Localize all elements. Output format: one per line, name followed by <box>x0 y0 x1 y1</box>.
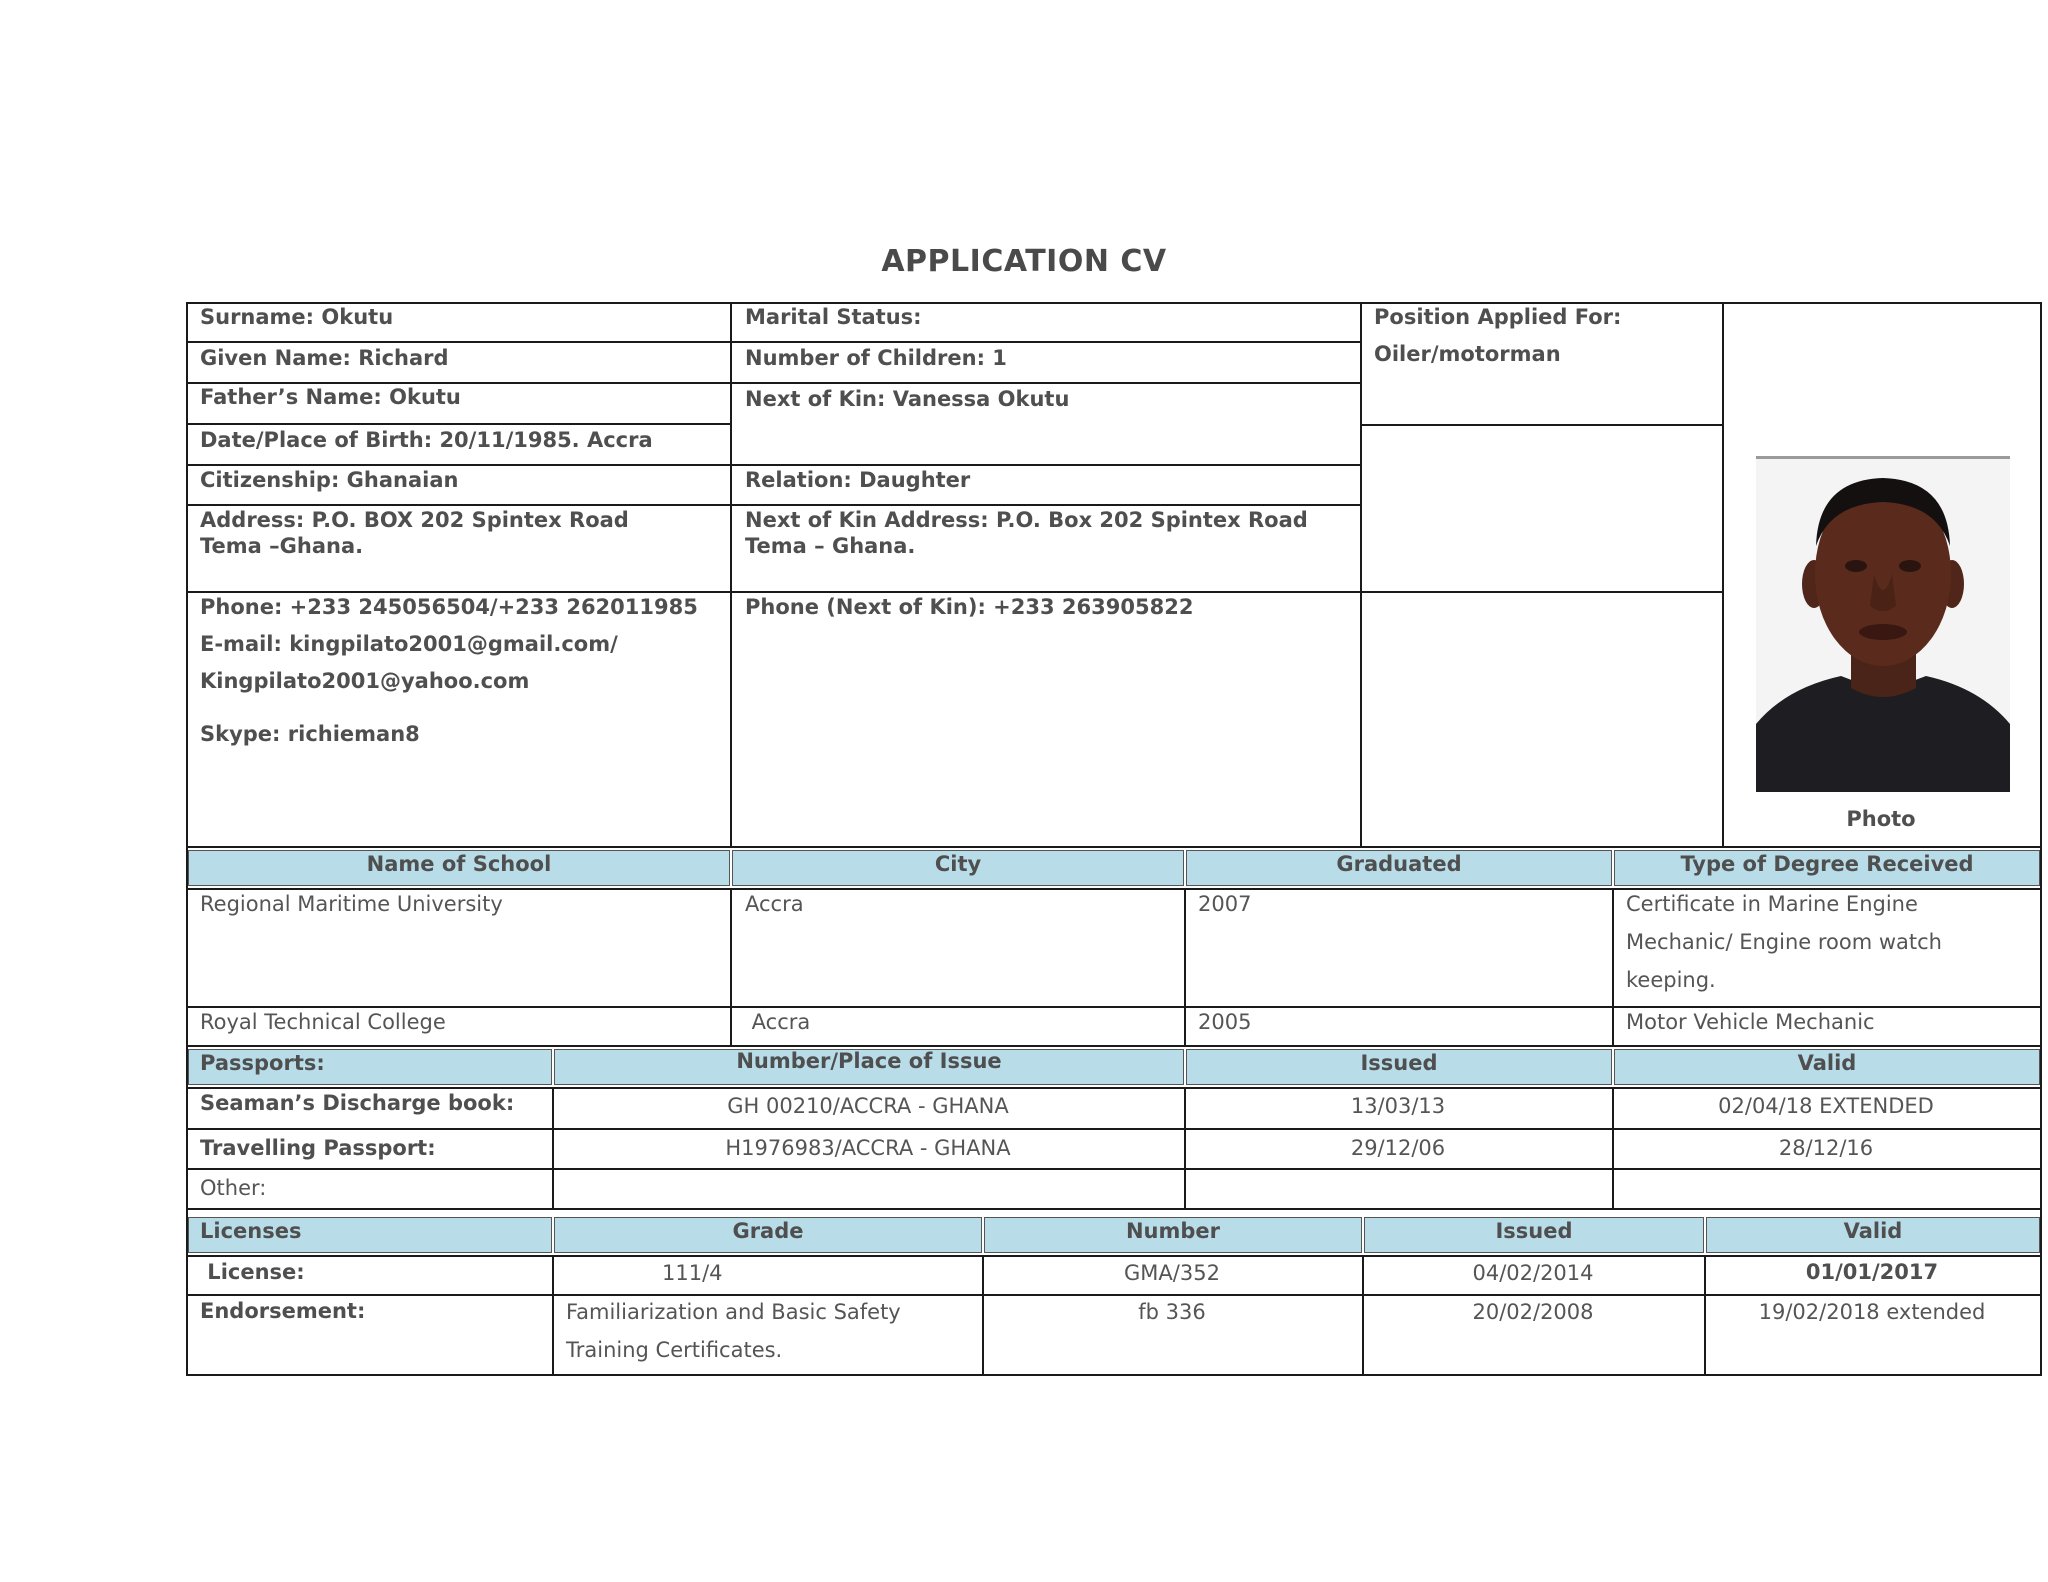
citizenship-field: Citizenship: Ghanaian <box>200 468 459 492</box>
address-line1: Address: P.O. BOX 202 Spintex Road <box>200 508 629 532</box>
license-issued: 20/02/2008 <box>1472 1300 1594 1324</box>
school-name: Regional Maritime University <box>200 892 503 916</box>
header-school: Name of School <box>366 852 552 876</box>
fathers-name-field: Father’s Name: Okutu <box>200 385 461 409</box>
surname-field: Surname: Okutu <box>200 305 394 329</box>
kin-address-line2: Tema – Ghana. <box>745 534 916 558</box>
dob-field: Date/Place of Birth: 20/11/1985. Accra <box>200 428 653 452</box>
kin-phone-field: Phone (Next of Kin): +233 263905822 <box>745 595 1194 619</box>
photo-label: Photo <box>1846 807 1916 831</box>
degree-line: Certificate in Marine Engine <box>1626 892 1918 916</box>
passport-label: Seaman’s Discharge book: <box>200 1091 515 1115</box>
header-licenses: Licenses <box>200 1219 302 1243</box>
next-of-kin-field: Next of Kin: Vanessa Okutu <box>745 387 1070 411</box>
school-city: Accra <box>745 1010 811 1034</box>
marital-status-field: Marital Status: <box>745 305 922 329</box>
applicant-photo <box>1756 456 2010 792</box>
school-city: Accra <box>745 892 804 916</box>
license-number: fb 336 <box>1138 1300 1206 1324</box>
license-valid: 19/02/2018 extended <box>1758 1300 1986 1324</box>
header-passports: Passports: <box>200 1051 325 1075</box>
passport-valid: 02/04/18 EXTENDED <box>1718 1094 1934 1118</box>
address-line2: Tema –Ghana. <box>200 534 364 558</box>
header-number: Number <box>1125 1219 1221 1243</box>
page-title: APPLICATION CV <box>881 244 1167 279</box>
passport-number: GH 00210/ACCRA - GHANA <box>727 1094 1009 1118</box>
school-year: 2007 <box>1198 892 1252 916</box>
degree-line: Mechanic/ Engine room watch <box>1626 930 1942 954</box>
passport-issued: 29/12/06 <box>1350 1136 1446 1160</box>
children-field: Number of Children: 1 <box>745 346 1007 370</box>
email-line2: Kingpilato2001@yahoo.com <box>200 669 530 693</box>
relation-field: Relation: Daughter <box>745 468 971 492</box>
given-name-field: Given Name: Richard <box>200 346 449 370</box>
license-valid: 01/01/2017 <box>1805 1260 1939 1284</box>
passport-issued: 13/03/13 <box>1350 1094 1446 1118</box>
position-label: Position Applied For: <box>1374 305 1622 329</box>
license-grade: Familiarization and Basic Safety <box>566 1300 901 1324</box>
header-grade: Grade <box>732 1219 804 1243</box>
phone-field: Phone: +233 245056504/+233 262011985 <box>200 595 698 619</box>
license-grade: Training Certificates. <box>566 1338 783 1362</box>
header-issued: Issued <box>1360 1051 1438 1075</box>
position-value: Oiler/motorman <box>1374 342 1561 366</box>
license-issued: 04/02/2014 <box>1472 1261 1594 1285</box>
header-valid: Valid <box>1843 1219 1903 1243</box>
header-city: City <box>934 852 982 876</box>
passport-label: Travelling Passport: <box>200 1136 436 1160</box>
license-label: License: <box>200 1260 305 1284</box>
passport-number: H1976983/ACCRA - GHANA <box>725 1136 1011 1160</box>
passport-label: Other: <box>200 1176 267 1200</box>
license-number: GMA/352 <box>1124 1261 1220 1285</box>
skype-field: Skype: richieman8 <box>200 722 420 746</box>
school-name: Royal Technical College <box>200 1010 446 1034</box>
school-year: 2005 <box>1198 1010 1252 1034</box>
header-degree: Type of Degree Received <box>1680 852 1974 876</box>
degree-line: Motor Vehicle Mechanic <box>1626 1010 1875 1034</box>
header-graduated: Graduated <box>1336 852 1462 876</box>
email-line1: E-mail: kingpilato2001@gmail.com/ <box>200 632 618 656</box>
license-label: Endorsement: <box>200 1299 366 1323</box>
header-issued: Issued <box>1495 1219 1573 1243</box>
header-number-place: Number/Place of Issue <box>736 1049 1002 1073</box>
passport-valid: 28/12/16 <box>1778 1136 1874 1160</box>
kin-address-line1: Next of Kin Address: P.O. Box 202 Spintex Road <box>745 508 1308 532</box>
portrait-image <box>1756 456 2010 792</box>
license-grade: 111/4 <box>662 1261 723 1285</box>
degree-line: keeping. <box>1626 968 1716 992</box>
header-valid: Valid <box>1797 1051 1857 1075</box>
